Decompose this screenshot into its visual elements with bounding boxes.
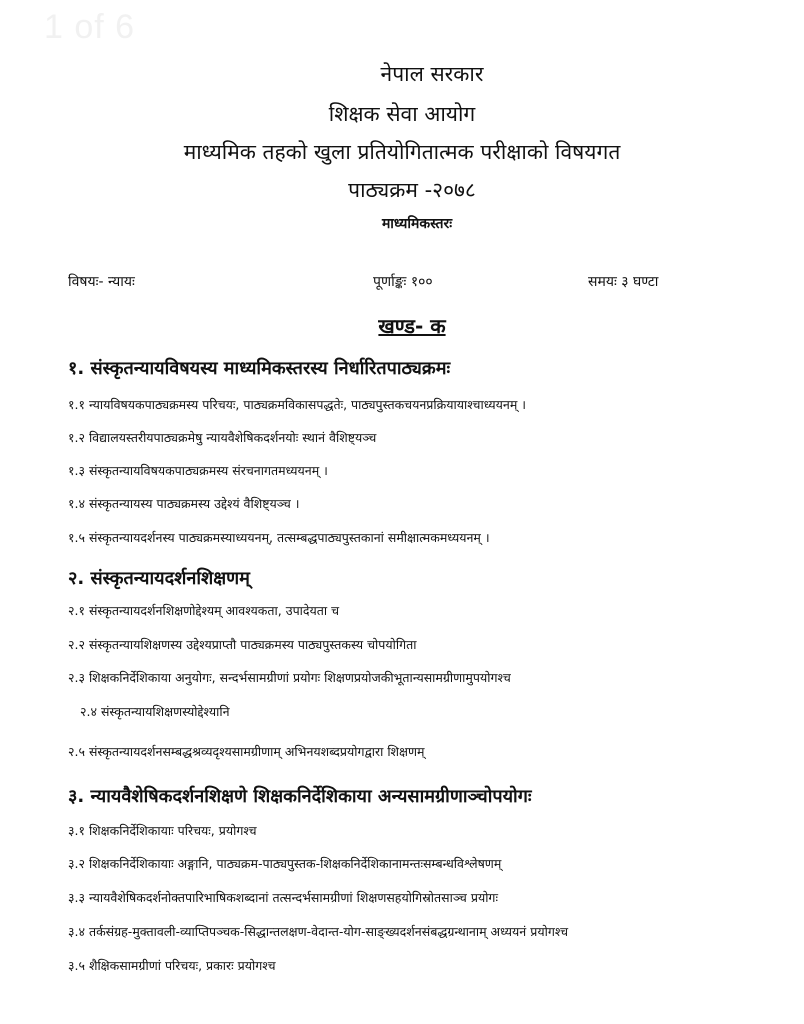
time-label: समयः ३ घण्टा bbox=[588, 274, 659, 290]
subject-label: विषयः- न्यायः bbox=[68, 274, 135, 290]
section-2-title: २. संस्कृतन्यायदर्शनशिक्षणम् bbox=[68, 568, 250, 589]
header-curriculum: पाठ्यक्रम -२०७८ bbox=[348, 178, 476, 202]
header-commission: शिक्षक सेवा आयोग bbox=[328, 102, 476, 126]
section-2-item: २.१ संस्कृतन्यायदर्शनशिक्षणोद्देश्यम् आवश्यकता, उपादेयता च bbox=[68, 603, 340, 618]
section-1-item: १.३ संस्कृतन्यायविषयकपाठ्यक्रमस्य संरचनागतमध्ययनम् । bbox=[68, 463, 328, 478]
part-heading: खण्ड- क bbox=[378, 314, 446, 338]
section-1-item: १.२ विद्यालयस्तरीयपाठ्यक्रमेषु न्यायवैशेषिकदर्शनयोः स्थानं वैशिष्ट्यञ्च bbox=[68, 430, 377, 445]
section-3-item: ३.३ न्यायवैशेषिकदर्शनोक्तपारिभाषिकशब्दानां तत्सन्दर्भसामग्रीणां शिक्षणसहयोगिस्रोतसाञ्च प्रयोगः bbox=[68, 890, 498, 905]
section-3-item: ३.१ शिक्षकनिर्देशिकायाः परिचयः, प्रयोगश्च bbox=[68, 823, 257, 838]
header-exam-title: माध्यमिक तहको खुला प्रतियोगितात्मक परीक्षाको विषयगत bbox=[183, 140, 621, 164]
section-1-item: १.१ न्यायविषयकपाठ्यक्रमस्य परिचयः, पाठ्यक्रमविकासपद्धतेः, पाठ्यपुस्तकचयनप्रक्रियायाश्चाध्ययनम् । bbox=[68, 397, 527, 412]
full-marks-label: पूर्णाङ्कः १०० bbox=[373, 274, 433, 290]
section-3-item: ३.५ शैक्षिकसामग्रीणां परिचयः, प्रकारः प्रयोगश्च bbox=[68, 958, 276, 973]
section-2-item: २.४ संस्कृतन्यायशिक्षणस्योद्देश्यानि bbox=[80, 704, 230, 719]
section-1-title: १. संस्कृतन्यायविषयस्य माध्यमिकस्तरस्य निर्धारितपाठ्यक्रमः bbox=[68, 358, 451, 379]
section-3-item: ३.२ शिक्षकनिर्देशिकायाः अङ्गानि, पाठ्यक्रम-पाठ्यपुस्तक-शिक्षकनिर्देशिकानामन्तःसम्बन्धविश्लेषणम् bbox=[68, 856, 502, 871]
section-1-item: १.४ संस्कृतन्यायस्य पाठ्यक्रमस्य उद्देश्यं वैशिष्ट्यञ्च । bbox=[68, 496, 300, 511]
section-3-item: ३.४ तर्कसंग्रह-मुक्तावली-व्याप्तिपञ्चक-सिद्धान्तलक्षण-वेदान्त-योग-साङ्ख्यदर्शनसंबद्धग्रन्थानाम् अध्ययनं प्रयोगश्च bbox=[68, 924, 569, 939]
page-count-watermark: 1 of 6 bbox=[44, 8, 136, 46]
section-3-title: ३. न्यायवैशेषिकदर्शनशिक्षणे शिक्षकनिर्देशिकाया अन्यसामग्रीणाञ्चोपयोगः bbox=[68, 786, 532, 807]
section-1-item: १.५ संस्कृतन्यायदर्शनस्य पाठ्यक्रमस्याध्ययनम्, तत्सम्बद्धपाठ्यपुस्तकानां समीक्षात्मकमध्ययनम् । bbox=[68, 530, 490, 545]
header-level: माध्यमिकस्तरः bbox=[381, 216, 453, 232]
section-2-item: २.५ संस्कृतन्यायदर्शनसम्बद्धश्रव्यदृश्यसामग्रीणाम् अभिनयशब्दप्रयोगद्वारा शिक्षणम् bbox=[68, 744, 425, 759]
section-2-item: २.२ संस्कृतन्यायशिक्षणस्य उद्देश्यप्राप्तौ पाठ्यक्रमस्य पाठ्यपुस्तकस्य चोपयोगिता bbox=[68, 637, 417, 652]
header-government: नेपाल सरकार bbox=[380, 62, 484, 86]
section-2-item: २.३ शिक्षकनिर्देशिकाया अनुयोगः, सन्दर्भसामग्रीणां प्रयोगः शिक्षणप्रयोजकीभूतान्यसामग्रीणामुपयोगश्च bbox=[68, 670, 511, 685]
